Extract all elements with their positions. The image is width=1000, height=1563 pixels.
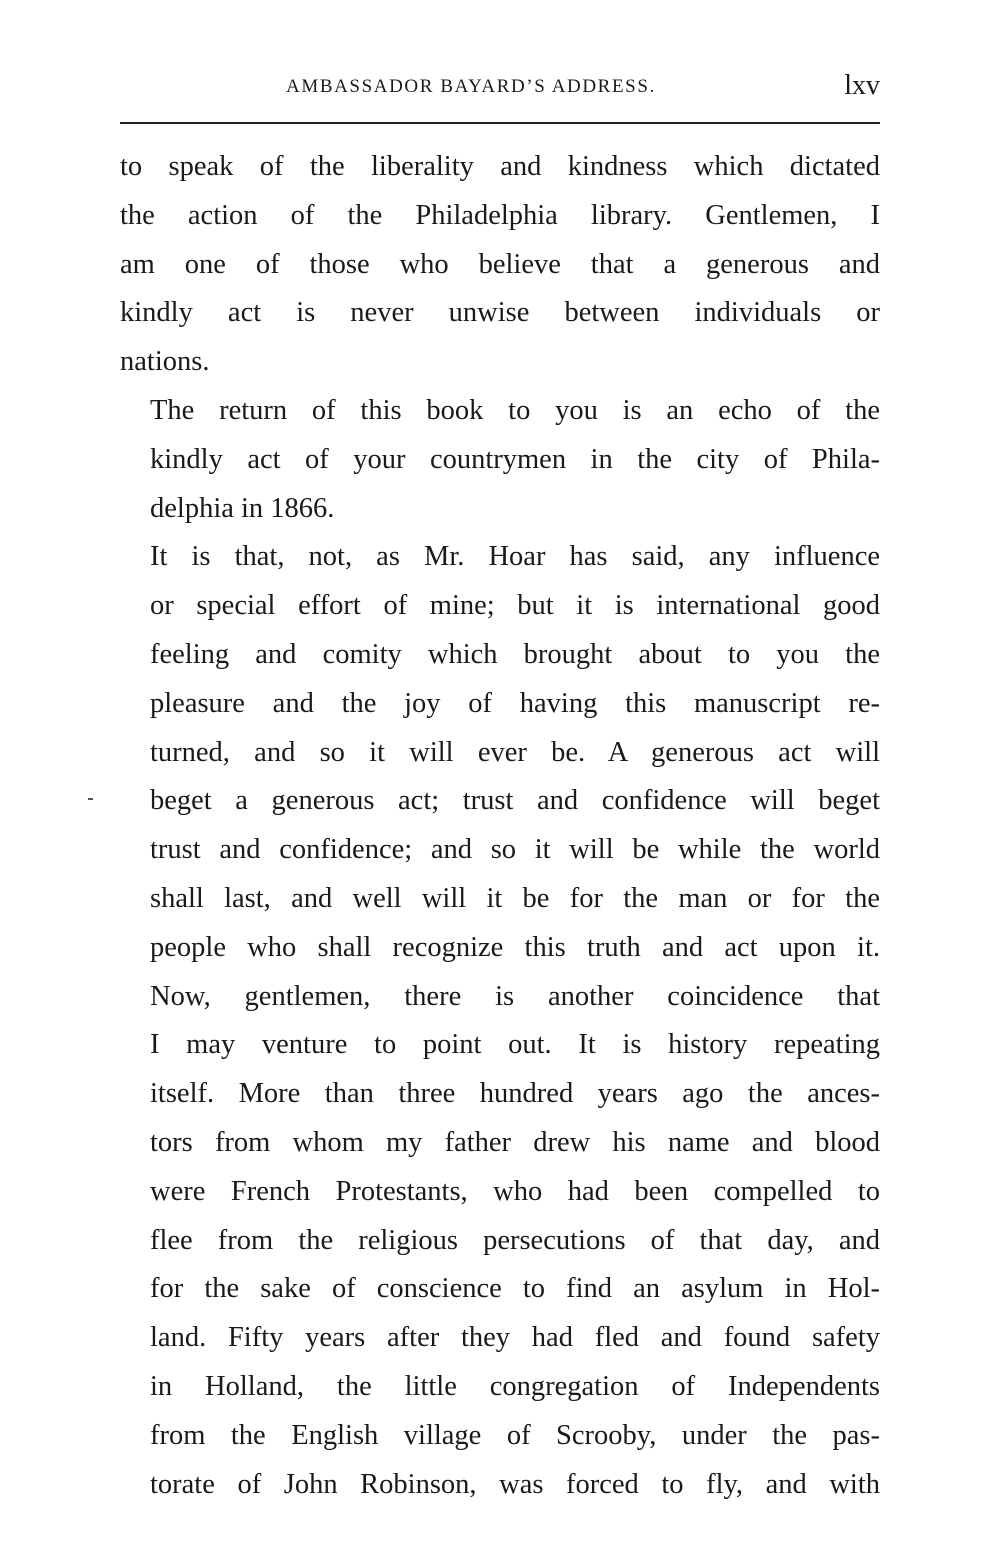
text-line: feeling and comity which brought about to you the [150, 638, 880, 670]
text-line: itself. More than three hundred years ago the ances- [150, 1078, 880, 1110]
text-line: kindly act is never unwise between individuals or [120, 297, 880, 329]
text-line: pleasure and the joy of having this manuscript re- [150, 687, 880, 719]
text-line: shall last, and well will it be for the man or for the [150, 882, 880, 914]
running-head [120, 70, 880, 106]
text-line: torate of John Robinson, was forced to fly, and with [150, 1468, 880, 1500]
text-line: in Holland, the little congregation of Independents [150, 1370, 880, 1402]
text-line: people who shall recognize this truth and act upon it. [150, 931, 880, 963]
text-line: am one of those who believe that a generous and [120, 248, 880, 280]
text-line: land. Fifty years after they had fled and found safety [150, 1322, 880, 1354]
paragraph [120, 143, 880, 387]
text-line: delphia in 1866. [150, 492, 335, 524]
text-line: beget a generous act; trust and confidence will beget [150, 785, 880, 817]
text-line: for the sake of conscience to find an asylum in Hol- [150, 1273, 880, 1305]
text-line: were French Protestants, who had been compelled to [150, 1175, 880, 1207]
text-line: nations. [120, 346, 210, 378]
running-title: AMBASSADOR BAYARD’S ADDRESS. [286, 76, 656, 97]
text-line: flee from the religious persecutions of that day, and [150, 1224, 880, 1256]
paragraph [120, 533, 880, 972]
paragraph [120, 973, 880, 1510]
margin-mark [88, 798, 93, 800]
page-number: lxv [844, 70, 880, 101]
text-line: I may venture to point out. It is history repeating [150, 1029, 880, 1061]
paragraph [120, 387, 880, 533]
text-line: tors from whom my father drew his name and blood [150, 1126, 880, 1158]
text-line: to speak of the liberality and kindness which dictated [120, 151, 880, 182]
text-line: or special effort of mine; but it is international good [150, 590, 880, 622]
text-line: It is that, not, as Mr. Hoar has said, any influence [150, 541, 880, 573]
text-line: turned, and so it will ever be. A generous act will [150, 736, 880, 768]
header-rule [120, 122, 880, 124]
text-line: trust and confidence; and so it will be while the world [150, 834, 880, 866]
text-line: Now, gentlemen, there is another coincidence that [150, 980, 880, 1012]
text-line: kindly act of your countrymen in the city of Phila- [150, 443, 880, 475]
text-line: the action of the Philadelphia library. Gentlemen, I [120, 199, 880, 231]
body-text [120, 143, 880, 1509]
text-line: The return of this book to you is an echo of the [150, 394, 880, 426]
text-line: from the English village of Scrooby, under the pas- [150, 1419, 880, 1451]
